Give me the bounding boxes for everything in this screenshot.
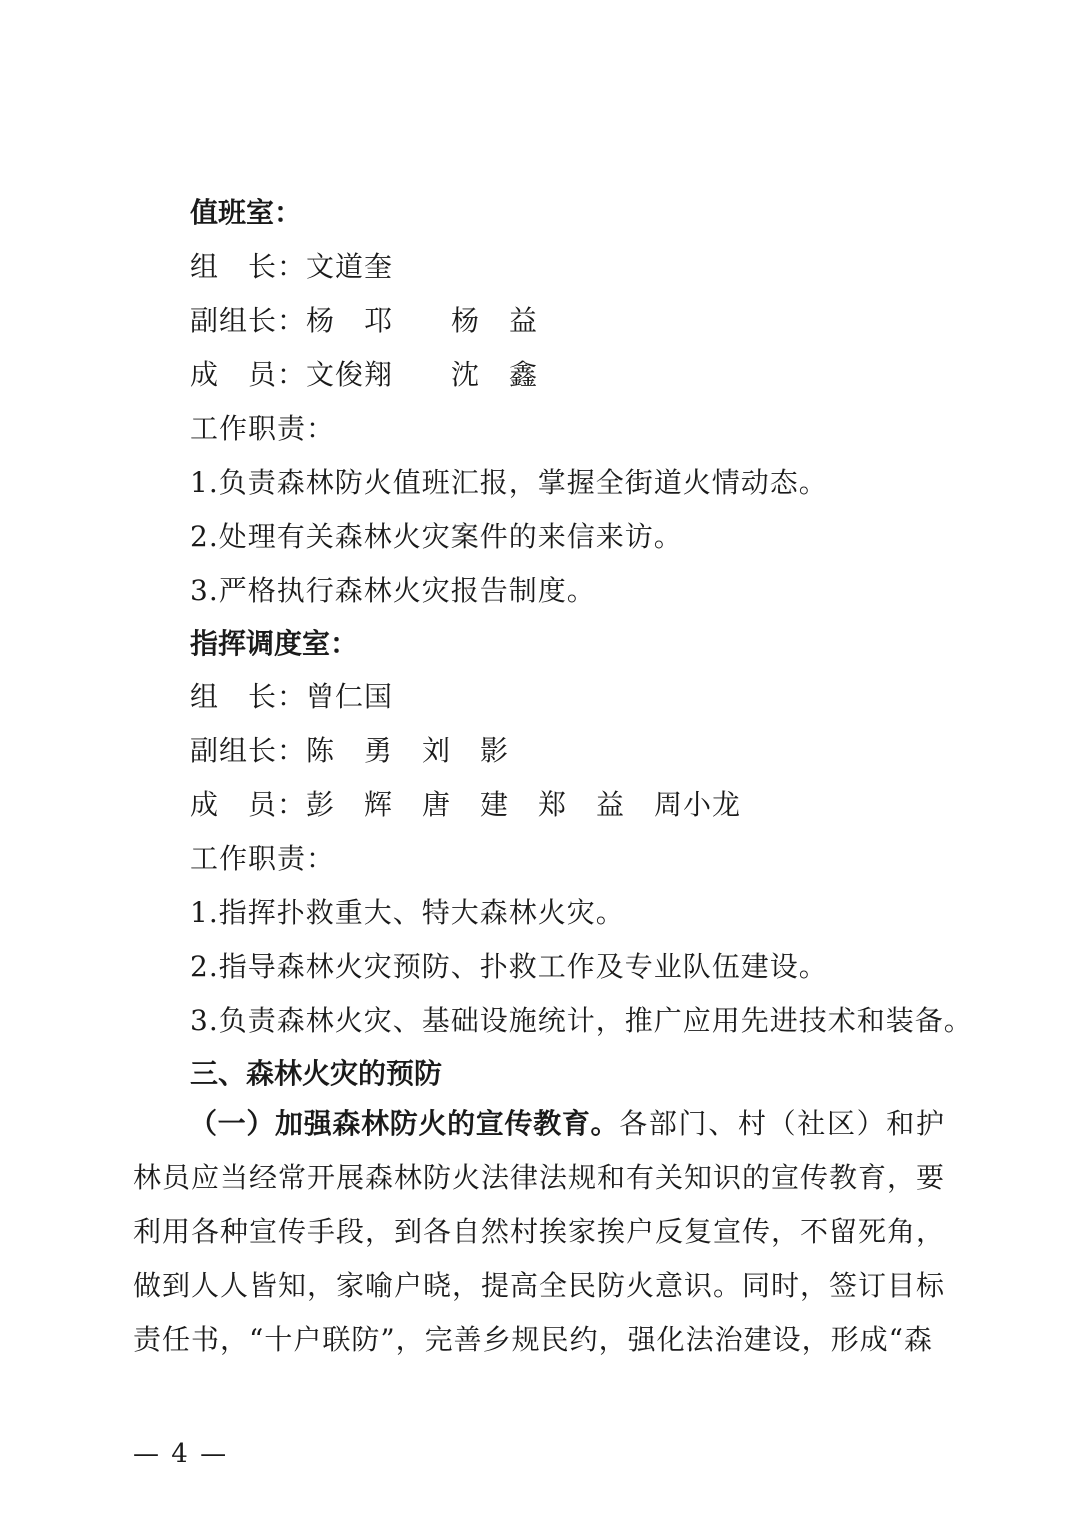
command-room-heading: 指挥调度室：	[190, 627, 359, 660]
section3-heading: 三、森林火灾的预防	[190, 1057, 443, 1090]
duty-room-duties-label: 工作职责：	[190, 412, 336, 445]
section3-paragraph	[133, 1097, 945, 1367]
duty-room-duty-item: 2.处理有关森林火灾案件的来信来访。	[190, 520, 683, 553]
duty-room-duty-item: 1.负责森林防火值班汇报，掌握全街道火情动态。	[190, 466, 828, 499]
command-room-duties-label: 工作职责：	[190, 842, 336, 875]
duty-room-members: 成 员：文俊翔 沈 鑫	[190, 358, 539, 391]
command-room-leader: 组 长：曾仁国	[190, 680, 394, 713]
command-room-duty-item: 2.指导森林火灾预防、扑救工作及专业队伍建设。	[190, 950, 828, 983]
command-room-duty-item: 1.指挥扑救重大、特大森林火灾。	[190, 896, 625, 929]
duty-room-deputy: 副组长：杨 邛 杨 益	[190, 304, 539, 337]
command-room-duty-item: 3.负责森林火灾、基础设施统计，推广应用先进技术和装备。	[190, 1004, 973, 1037]
section3-paragraph-lead: （一）加强森林防火的宣传教育。	[189, 1107, 620, 1140]
duty-room-leader: 组 长：文道奎	[190, 250, 394, 283]
command-room-members: 成 员：彭 辉 唐 建 郑 益 周小龙	[190, 788, 742, 821]
section3-paragraph-body: 各部门、村（社区）和护林员应当经常开展森林防火法律法规和有关知识的宣传教育，要利用各种宣传手段，到各自然村挨家挨户反复宣传，不留死角，做到人人皆知，家喻户晓，提高全民防火意识。同时，签订目标责任书，“十户联防”，完善乡规民约，强化法治建设，形成“森	[133, 1107, 946, 1356]
command-room-deputy: 副组长：陈 勇 刘 影	[190, 734, 510, 767]
page-number: — 4 —	[133, 1439, 229, 1469]
duty-room-heading: 值班室：	[190, 196, 303, 229]
duty-room-duty-item: 3.严格执行森林火灾报告制度。	[190, 574, 596, 607]
